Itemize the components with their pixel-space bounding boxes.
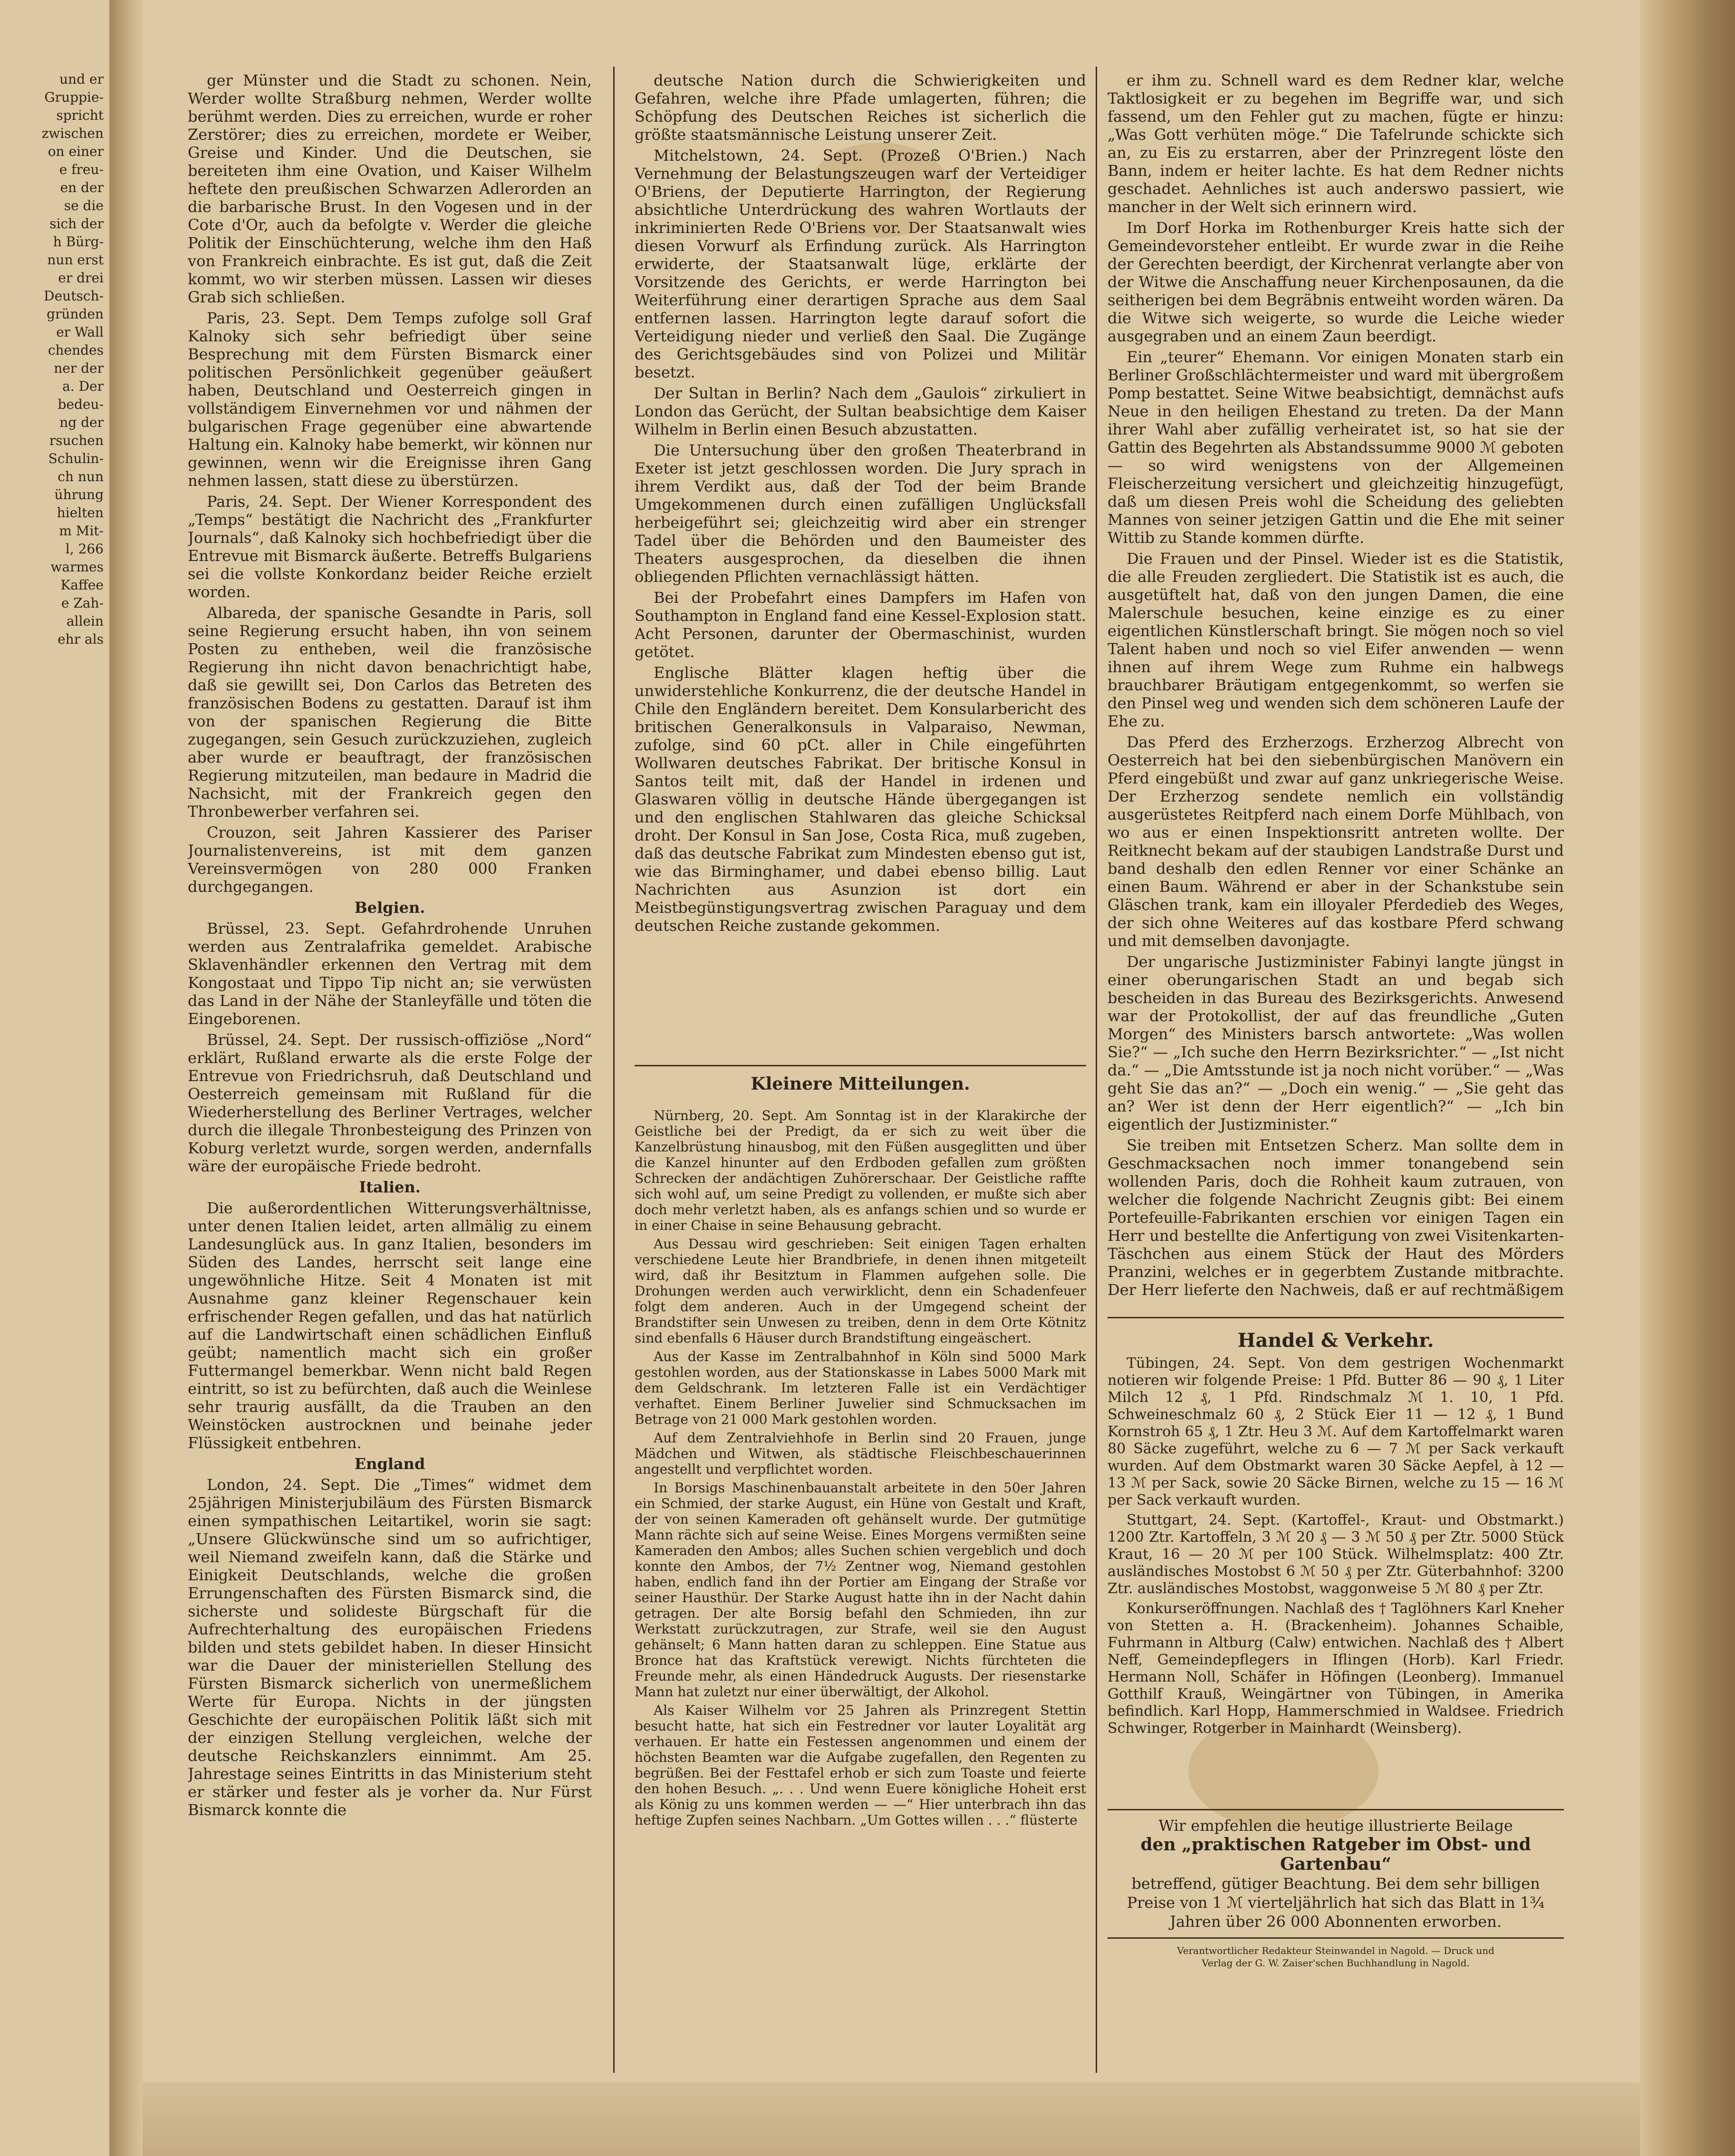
left-page-fragment: warmes bbox=[50, 559, 104, 575]
left-page-fragment: bedeu- bbox=[58, 396, 104, 412]
left-page-fragment: Gruppie- bbox=[44, 89, 104, 105]
left-page-fragment: h Bürg- bbox=[53, 234, 104, 250]
left-page-fragment: sich der bbox=[49, 216, 104, 232]
article-text: Das Pferd des Erzherzogs. Erzherzog Albrecht von Oesterreich hat bei den siebenbürgischen Manövern ein Pferd eingebüßt und zwar auf ganz unkriegerische Weise. Der Erzherzog sendete nemlich ein vollständig ausgerüstetes Reitpferd nach einem Dorfe Mühlbach, von wo aus er einen Inspektionsritt antreten wollte. Der Reitknecht bekam auf der staubigen Landstraße Durst und band deshalb den edlen Renner vor einer Schänke an einen Baum. Während er aber in der Schankstube sein Gläschen trank, kam ein illoyaler Pferdedieb des Weges, der sich ohne Weiteres auf das kostbare Pferd schwang und mit demselben davonjagte. bbox=[1108, 733, 1564, 950]
article-text: Englische Blätter klagen heftig über die unwiderstehliche Konkurrenz, die der deutsche Handel in Chile den Engländern bereitet. Dem Konsularbericht des britischen Generalkonsuls in Valparaiso, Newman, zufolge, sind 60 pCt. aller in Chile eingeführten Wollwaren deutsches Fabrikat. Der britische Konsul in Santos teilt mit, daß der Handel in irdenen und Glaswaren völlig in deutsche Hände übergegangen ist und den englischen Stahlwaren das gleiche Schicksal droht. Der Konsul in San Jose, Costa Rica, muß zugeben, daß das deutsche Fabrikat zum Mindesten ebenso gut ist, wie das Birminghamer, und dabei ebenso billig. Laut Nachrichten aus Asunzion ist dort ein Meistbegünstigungsvertrag zwischen Paraguay und dem deutschen Reiche zustande gekommen. bbox=[635, 664, 1086, 935]
article-text: Als Kaiser Wilhelm vor 25 Jahren als Prinzregent Stettin besucht hatte, hat sich ein Festredner vor lauter Loyalität arg verhauen. Er hatte ein Festessen angenommen und einem der höchsten Beamten war die Aufgabe zugefallen, den Regenten zu begrüßen. Bei der Festtafel erhob er sich zum Toaste und feierte den hohen Besuch. „. . . Und wenn Euere königliche Hoheit erst als König zu uns kommen werden — —“ Hier unterbrach ihn das heftige Zupfen seines Nachbarn. „Um Gottes willen . . .“ flüsterte bbox=[635, 1702, 1086, 1828]
left-page-fragment: und er bbox=[59, 71, 104, 87]
article-text: Sie treiben mit Entsetzen Scherz. Man sollte dem in Geschmacksachen noch immer tonangebend sein wollenden Paris, doch die Rohheit kaum zutrauen, von welcher die folgende Nachricht Zeugnis gibt: Bei einem Portefeuille-Fabrikanten erschien vor einigen Tagen ein Herr und bestellte die Anfertigung von zwei Visitenkarten-Täschchen aus einem Stück der Haut des Mörders Pranzini, welches er in gegerbtem Zustande mitbrachte. Der Herr lieferte den Nachweis, daß er auf rechtmäßigem bbox=[1108, 1136, 1564, 1298]
column-3 bbox=[1108, 71, 1564, 1298]
article-text: Bei der Probefahrt eines Dampfers im Hafen von Southampton in England fand eine Kessel-Explosion statt. Acht Personen, darunter der Obermaschinist, wurden getötet. bbox=[635, 589, 1086, 661]
left-page-fragment: er drei bbox=[58, 270, 104, 286]
beilage-title: den „praktischen Ratgeber im Obst- und Gartenbau“ bbox=[1140, 1835, 1531, 1874]
left-page-fragment: spricht bbox=[56, 107, 104, 123]
article-text: Nürnberg, 20. Sept. Am Sonntag ist in der Klarakirche der Geistliche bei der Predigt, da er sich zu weit über die Kanzelbrüstung hinausbog, mit den Füßen ausgeglitten und über die Kanzel hinunter auf den Erdboden gefallen zum größten Schrecken der andächtigen Zuhörerschaar. Der Geistliche raffte sich wohl auf, um seine Predigt zu vollenden, er mußte sich aber doch mehr verletzt haben, als es anfangs schien und so wurde er in einer Chaise in seine Behausung gebracht. bbox=[635, 1108, 1086, 1233]
left-page-fragment: se die bbox=[64, 198, 104, 213]
column-1 bbox=[188, 71, 592, 1997]
column-2 bbox=[635, 71, 1086, 1103]
mitteilungen-column bbox=[635, 1108, 1086, 2049]
article-text: Brüssel, 23. Sept. Gefahrdrohende Unruhen werden aus Zentralafrika gemeldet. Arabische Sklavenhändler erkennen den Vertrag mit dem Kongostaat und Tippo Tip nicht an; sie verwüsten das Land in der Nähe der Stanleyfälle und töten die Eingeborenen. bbox=[188, 919, 592, 1028]
article-text: Der Sultan in Berlin? Nach dem „Gaulois“ zirkuliert in London das Gerücht, der Sultan beabsichtige dem Kaiser Wilhelm in Berlin einen Besuch abzustatten. bbox=[635, 384, 1086, 438]
article-text: Ein „teurer“ Ehemann. Vor einigen Monaten starb ein Berliner Großschlächtermeister und ward mit übergroßem Pomp bestattet. Seine Witwe beabsichtigt, demnächst aufs Neue in den heiligen Ehestand zu treten. Da der Mann ihrer Wahl aber zufällig verheiratet ist, so hat sie der Gattin des Begehrten als Abstandssumme 9000 ℳ geboten — so wird wenigstens von der Allgemeinen Fleischerzeitung versichert und gleichzeitig hinzugefügt, daß um diesen Preis wohl die Scheidung des geliebten Mannes von seiner jetzigen Gattin und die Ehe mit seiner Wittib zu Stande kommen dürfte. bbox=[1108, 348, 1564, 547]
column-rule bbox=[1096, 67, 1097, 2073]
article-text: Die Untersuchung über den großen Theaterbrand in Exeter ist jetzt geschlossen worden. Die Jury sprach in ihrem Verdikt aus, daß der Tod der beim Brande Umgekommenen durch einen zufälligen Unglücksfall herbeigeführt sei; gleichzeitig wird aber ein strenger Tadel über die Behörden und den Baumeister des Theaters ausgesprochen, da dieselben die ihnen obliegenden Pflichten vernachlässigt hätten. bbox=[635, 441, 1086, 586]
article-text: ger Münster und die Stadt zu schonen. Nein, Werder wollte Straßburg nehmen, Werder wollte berühmt werden. Dies zu erreichen, wurde er roher Zerstörer; dies zu erreichen, mordete er Weiber, Greise und Kinder. Und die Deutschen, sie bereiteten ihm eine Ovation, und Kaiser Wilhelm heftete den preußischen Schwarzen Adlerorden an die barbarische Brust. In den Vogesen und in der Cote d'Or, auch da befolgte v. Werder die gleiche Politik der Einschüchterung, welche ihm den Haß von Frankreich einbrachte. Es ist gut, daß die Zeit kommt, wo wir sterben müssen. Lassen wir dieses Grab sich schließen. bbox=[188, 71, 592, 306]
beilage-line-1: Wir empfehlen die heutige illustrierte Beilage bbox=[1158, 1817, 1513, 1835]
section-rule bbox=[1108, 1937, 1564, 1939]
left-page-fragment: Kaffee bbox=[60, 577, 104, 593]
left-page-fragment: e Zah- bbox=[61, 595, 104, 611]
section-heading-england: England bbox=[354, 1455, 425, 1473]
left-page-fragment: nun erst bbox=[47, 252, 104, 268]
section-rule bbox=[1108, 1809, 1564, 1810]
handel-heading: Handel & Verkehr. bbox=[1237, 1329, 1434, 1352]
left-page-edge bbox=[0, 0, 112, 2156]
beilage-notice bbox=[1108, 1816, 1564, 1935]
left-page-fragment: ührung bbox=[54, 487, 104, 503]
page-bottom-margin bbox=[143, 2082, 1640, 2156]
left-page-fragment: Deutsch- bbox=[44, 288, 104, 304]
left-page-fragment: hielten bbox=[57, 505, 104, 521]
column-rule bbox=[613, 67, 615, 2073]
imprint-line-1: Verantwortlicher Redakteur Steinwandel in Nagold. — Druck und bbox=[1177, 1945, 1494, 1956]
article-text: deutsche Nation durch die Schwierigkeiten und Gefahren, welche ihre Pfade umlagerten, führen; die Schöpfung des Deutschen Reiches ist sicherlich die größte staatsmännische Leistung unserer Zeit. bbox=[635, 71, 1086, 144]
left-page-fragment: en der bbox=[60, 180, 104, 195]
article-text: Mitchelstown, 24. Sept. (Prozeß O'Brien.) Nach Vernehmung der Belastungszeugen warf der Verteidiger O'Briens, der Deputierte Harrington, der Regierung absichtliche Unterdrückung des wahren Wortlauts der inkriminierten Rede O'Briens vor. Der Staatsanwalt wies diesen Vorwurf als Erfindung zurück. Als Harrington erwiderte, der Staatsanwalt lüge, erklärte der Vorsitzende des Gerichts, er werde Harrington bei Weiterführung einer derartigen Sprache aus dem Saal entfernen lassen. Harrington legte darauf sofort die Verteidigung nieder und verließ den Saal. Die Zugänge des Gerichtsgebäudes sind von Polizei und Militär besetzt. bbox=[635, 146, 1086, 381]
imprint-line-2: Verlag der G. W. Zaiser'schen Buchhandlung in Nagold. bbox=[1202, 1957, 1470, 1969]
beilage-line-3: betreffend, gütiger Beachtung. Bei dem sehr billigen Preise von 1 ℳ vierteljährlich hat sich das Blatt in 1¾ Jahren über 26 000 Abonnenten erworben. bbox=[1127, 1875, 1545, 1931]
left-page-fragment: ng der bbox=[59, 415, 104, 430]
section-heading-belgien: Belgien. bbox=[354, 899, 425, 917]
left-page-fragment: chendes bbox=[48, 342, 104, 358]
article-text: Crouzon, seit Jahren Kassierer des Pariser Journalistenvereins, ist mit dem ganzen Vereinsvermögen von 280 000 Franken durchgegangen. bbox=[188, 823, 592, 896]
article-text: Der ungarische Justizminister Fabinyi langte jüngst in einer oberungarischen Stadt an und begab sich bescheiden in das Bureau des Bezirksgerichts. Anwesend war der Protokollist, der auf das freundliche „Guten Morgen“ des Ministers barsch antwortete: „Was wollen Sie?“ — „Ich suche den Herrn Bezirksrichter.“ — „Ist nicht da.“ — „Die Amtsstunde ist ja noch nicht vorüber.“ — „Was geht Sie das an?“ — „Doch ein wenig.“ — „Sie geht das an? Wer ist denn der Herr eigentlich?“ — „Ich bin eigentlich der Justizminister.“ bbox=[1108, 953, 1564, 1133]
section-heading-italien: Italien. bbox=[359, 1178, 421, 1196]
imprint bbox=[1108, 1944, 1564, 1973]
article-text: Auf dem Zentralviehhofe in Berlin sind 20 Frauen, junge Mädchen und Witwen, als städtische Fleischbeschauerinnen angestellt und verpflichtet worden. bbox=[635, 1430, 1086, 1477]
article-text: Die außerordentlichen Witterungsverhältnisse, unter denen Italien leidet, arten allmälig zu einem Landesunglück aus. In ganz Italien, besonders im Süden des Landes, herrscht seit lange eine ungewöhnliche Hitze. Seit 4 Monaten ist mit Ausnahme ganz kleiner Regenschauer kein erfrischender Regen gefallen, und das hat natürlich auf die Landwirtschaft einen schädlichen Einfluß geübt; namentlich macht sich ein großer Futtermangel bemerkbar. Wenn nicht bald Regen eintritt, so ist zu befürchten, daß auch die Weinlese sehr traurig ausfällt, da die Trauben an den Weinstöcken austrocknen und beinahe jeder Flüssigkeit entbehren. bbox=[188, 1199, 592, 1452]
article-text: Paris, 24. Sept. Der Wiener Korrespondent des „Temps“ bestätigt die Nachricht des „Frankfurter Journals“, daß Kalnoky sich hochbefriedigt über die Entrevue mit Bismarck äußerte. Betreffs Bulgariens sei die vollste Konkordanz beider Reiche erzielt worden. bbox=[188, 493, 592, 601]
article-text: Brüssel, 24. Sept. Der russisch-offiziöse „Nord“ erklärt, Rußland erwarte als die erste Folge der Entrevue von Friedrichsruh, daß Deutschland und Oesterreich gemeinsam mit Rußland für die Wiederherstellung des Berliner Vertrages, welcher durch die illegale Thronbesteigung des Prinzen von Koburg verletzt wurde, sorgen werden, andernfalls wäre der europäische Friede bedroht. bbox=[188, 1031, 592, 1175]
article-text: Aus Dessau wird geschrieben: Seit einigen Tagen erhalten verschiedene Leute hier Brandbriefe, in denen ihnen mitgeteilt wird, daß ihr Besitztum in Flammen aufgehen solle. Die Drohungen werden auch verwirklicht, denn ein Schadenfeuer folgt dem anderen. Auch in der Umgegend scheint der Brandstifter sein Unwesen zu treiben, denn in dem Orte Kötnitz sind ebenfalls 6 Häuser durch Brandstiftung eingeäschert. bbox=[635, 1236, 1086, 1346]
article-text: In Borsigs Maschinenbauanstalt arbeitete in den 50er Jahren ein Schmied, der starke August, ein Hüne von Gestalt und Kraft, der von seinen Kameraden oft gehänselt wurde. Der gutmütige Mann rächte sich auf seine Weise. Eines Morgens vermißten seine Kameraden den Ambos; alles Suchen schien vergeblich und doch konnte den Ambos, der 7½ Zentner wog, Niemand gestohlen haben, endlich fand ihn der Portier am Eingang der Straße vor seiner Hausthür. Der Starke August hatte ihn in der Nacht dahin getragen. Der alte Borsig befahl den Schmieden, ihn zur Werkstatt zurückzutragen, zur Strafe, weil sie den August gehänselt; 6 Mann hatten daran zu schleppen. Eine Statue aus Bronce hat das Kraftstück verewigt. Nichts fürchteten die Freunde mehr, als einen Händedruck Augusts. Der riesenstarke Mann hat zuletzt nur einer überwältigt, der Alkohol. bbox=[635, 1480, 1086, 1700]
article-text: Tübingen, 24. Sept. Von dem gestrigen Wochenmarkt notieren wir folgende Preise: 1 Pfd. Butter 86 — 90 ₰, 1 Liter Milch 12 ₰, 1 Pfd. Rindschmalz ℳ 1. 10, 1 Pfd. Schweineschmalz 60 ₰, 2 Stück Eier 11 — 12 ₰, 1 Bund Kornstroh 65 ₰, 1 Ztr. Heu 3 ℳ. Auf dem Kartoffelmarkt waren 80 Säcke zugeführt, welche zu 6 — 7 ℳ per Sack verkauft wurden. Auf dem Obstmarkt waren 30 Säcke Aepfel, à 12 — 13 ℳ per Sack, sowie 20 Säcke Birnen, welche zu 15 — 16 ℳ per Sack verkauft wurden. bbox=[1108, 1355, 1564, 1508]
left-page-fragment: Schulin- bbox=[48, 451, 104, 466]
article-text: Aus der Kasse im Zentralbahnhof in Köln sind 5000 Mark gestohlen worden, aus der Stationskasse in Labes 5000 Mark mit dem Geldschrank. Im letzteren Falle ist ein Verdächtiger verhaftet. Einem Berliner Juwelier sind Schmucksachen im Betrage von 21 000 Mark gestohlen worden. bbox=[635, 1349, 1086, 1427]
article-text: Paris, 23. Sept. Dem Temps zufolge soll Graf Kalnoky sich sehr befriedigt über seine Besprechung mit dem Fürsten Bismarck einer politischen Persönlichkeit gegenüber geäußert haben, Deutschland und Oesterreich gingen in vollständigem Einvernehmen vor und nähmen der bulgarischen Frage gegenüber eine abwartende Haltung ein. Kalnoky habe bemerkt, wir können nur gewinnen, wenn wir die Ereignisse ihren Gang nehmen lassen, statt diese zu überstürzen. bbox=[188, 309, 592, 490]
handel-section bbox=[1108, 1326, 1564, 1807]
book-edge bbox=[1640, 0, 1735, 2156]
article-text: Die Frauen und der Pinsel. Wieder ist es die Statistik, die alle Freuden zergliedert. Die Statistik ist es auch, die ausgetüftelt hat, daß von den jungen Damen, die eine Malerschule besuchen, keine einzige es zu einer eigentlichen Künstlerschaft bringt. Sie mögen noch so viel Talent haben und noch so viel Eifer anwenden — wenn ihnen auf ihrem Wege zum Ruhme ein halbwegs brauchbarer Bräutigam entgegenkommt, so werfen sie den Pinsel weg und wenden sich dem schöneren Laufe der Ehe zu. bbox=[1108, 550, 1564, 730]
left-page-fragment: on einer bbox=[48, 144, 104, 159]
article-text: er ihm zu. Schnell ward es dem Redner klar, welche Taktlosigkeit er zu begehen im Begriffe war, und sich fassend, um den Fehler gut zu machen, fügte er hinzu: „Was Gott verhüten möge.“ Die Tafelrunde schickte sich an, zu Eis zu erstarren, aber der Prinzregent löste den Bann, indem er heiter lachte. Es hat dem Redner nichts geschadet. Aehnliches ist auch anderswo passiert, wie mancher in der Welt sich erinnern wird. bbox=[1108, 71, 1564, 216]
left-page-fragment: rsuchen bbox=[49, 433, 104, 448]
left-page-fragment: ner der bbox=[54, 360, 104, 376]
binding-gutter bbox=[109, 0, 143, 2156]
left-page-fragment: ehr als bbox=[58, 631, 104, 647]
left-page-fragment: gründen bbox=[47, 306, 104, 322]
section-rule bbox=[1108, 1317, 1564, 1318]
article-text: Albareda, der spanische Gesandte in Paris, soll seine Regierung ersucht haben, ihn von seinem Posten zu entheben, weil die französische Regierung ihn nicht davon benachrichtigt habe, daß sie gewillt sei, Don Carlos das Betreten des französischen Bodens zu gestatten. Darauf ist ihm von der spanischen Regierung die Bitte zugegangen, sein Gesuch zurückzuziehen, zugleich aber wurde er beauftragt, der französischen Regierung mitzuteilen, man bedaure in Madrid die Nachsicht, mit der Frankreich gegen den Thronbewerber verfahren sei. bbox=[188, 604, 592, 821]
article-text: Im Dorf Horka im Rothenburger Kreis hatte sich der Gemeindevorsteher entleibt. Er wurde zwar in die Reihe der Gerechten beerdigt, der Kirchenrat verlangte aber von der Witwe die Anschaffung neuer Kirchenposaunen, da die seitherigen bei dem Begräbnis entweiht worden wären. Da die Witwe sich weigerte, so wurde die Leiche wieder ausgegraben und an einem Zaun beerdigt. bbox=[1108, 219, 1564, 345]
article-text: London, 24. Sept. Die „Times“ widmet dem 25jährigen Ministerjubiläum des Fürsten Bismarck einen sympathischen Leitartikel, worin sie sagt: „Unsere Glückwünsche sind um so aufrichtiger, weil Niemand zweifeln kann, daß die Stärke und Einigkeit Deutschlands, welche die großen Errungenschaften des Fürsten Bismarck sind, die sicherste und solideste Bürgschaft für die Aufrechterhaltung des europäischen Friedens bilden und stets gebildet haben. In dieser Hinsicht war die Dauer der ministeriellen Stellung des Fürsten Bismarck sicherlich von unermeßlichem Werte für Europa. Nichts in der jüngsten Geschichte der europäischen Politik läßt sich mit der einzigen Stellung vergleichen, welche der deutsche Reichskanzlers einnimmt. Am 25. Jahrestage seines Eintritts in das Ministerium steht er stärker und fester als je vorher da. Nur Fürst Bismarck konnte die bbox=[188, 1476, 592, 1819]
article-text: Konkurseröffnungen. Nachlaß des † Taglöhners Karl Kneher von Stetten a. H. (Brackenheim). Johannes Schaible, Fuhrmann in Altburg (Calw) entwichen. Nachlaß des † Albert Neff, Gemeindepflegers in Iflingen (Horb). Karl Friedr. Hermann Noll, Schäfer in Höfingen (Leonberg). Immanuel Gotthilf Krauß, Weingärtner von Tübingen, in Amerika befindlich. Karl Hopp, Hammerschmied in Waldsee. Friedrich Schwinger, Rotgerber in Mainhardt (Weinsberg). bbox=[1108, 1600, 1564, 1737]
left-page-fragment: a. Der bbox=[62, 378, 104, 394]
left-page-fragment: m Mit- bbox=[59, 523, 104, 539]
article-text: Stuttgart, 24. Sept. (Kartoffel-, Kraut- und Obstmarkt.) 1200 Ztr. Kartoffeln, 3 ℳ 20 ₰ — 3 ℳ 50 ₰ per Ztr. 5000 Stück Kraut, 16 — 20 ℳ per 100 Stück. Wilhelmsplatz: 400 Ztr. ausländisches Mostobst 6 ℳ 50 ₰ per Ztr. Güterbahnhof: 3200 Ztr. ausländisches Mostobst, waggonweise 5 ℳ 80 ₰ per Ztr. bbox=[1108, 1512, 1564, 1597]
left-page-fragment: e freu- bbox=[59, 162, 104, 177]
left-page-fragment: zwischen bbox=[41, 126, 104, 141]
left-page-fragment: allein bbox=[66, 613, 104, 629]
left-page-fragment: l, 266 bbox=[65, 541, 104, 557]
left-page-fragment: ch nun bbox=[58, 469, 104, 484]
mitteilungen-heading: Kleinere Mitteilungen. bbox=[751, 1074, 970, 1094]
left-page-fragment: er Wall bbox=[56, 324, 104, 340]
